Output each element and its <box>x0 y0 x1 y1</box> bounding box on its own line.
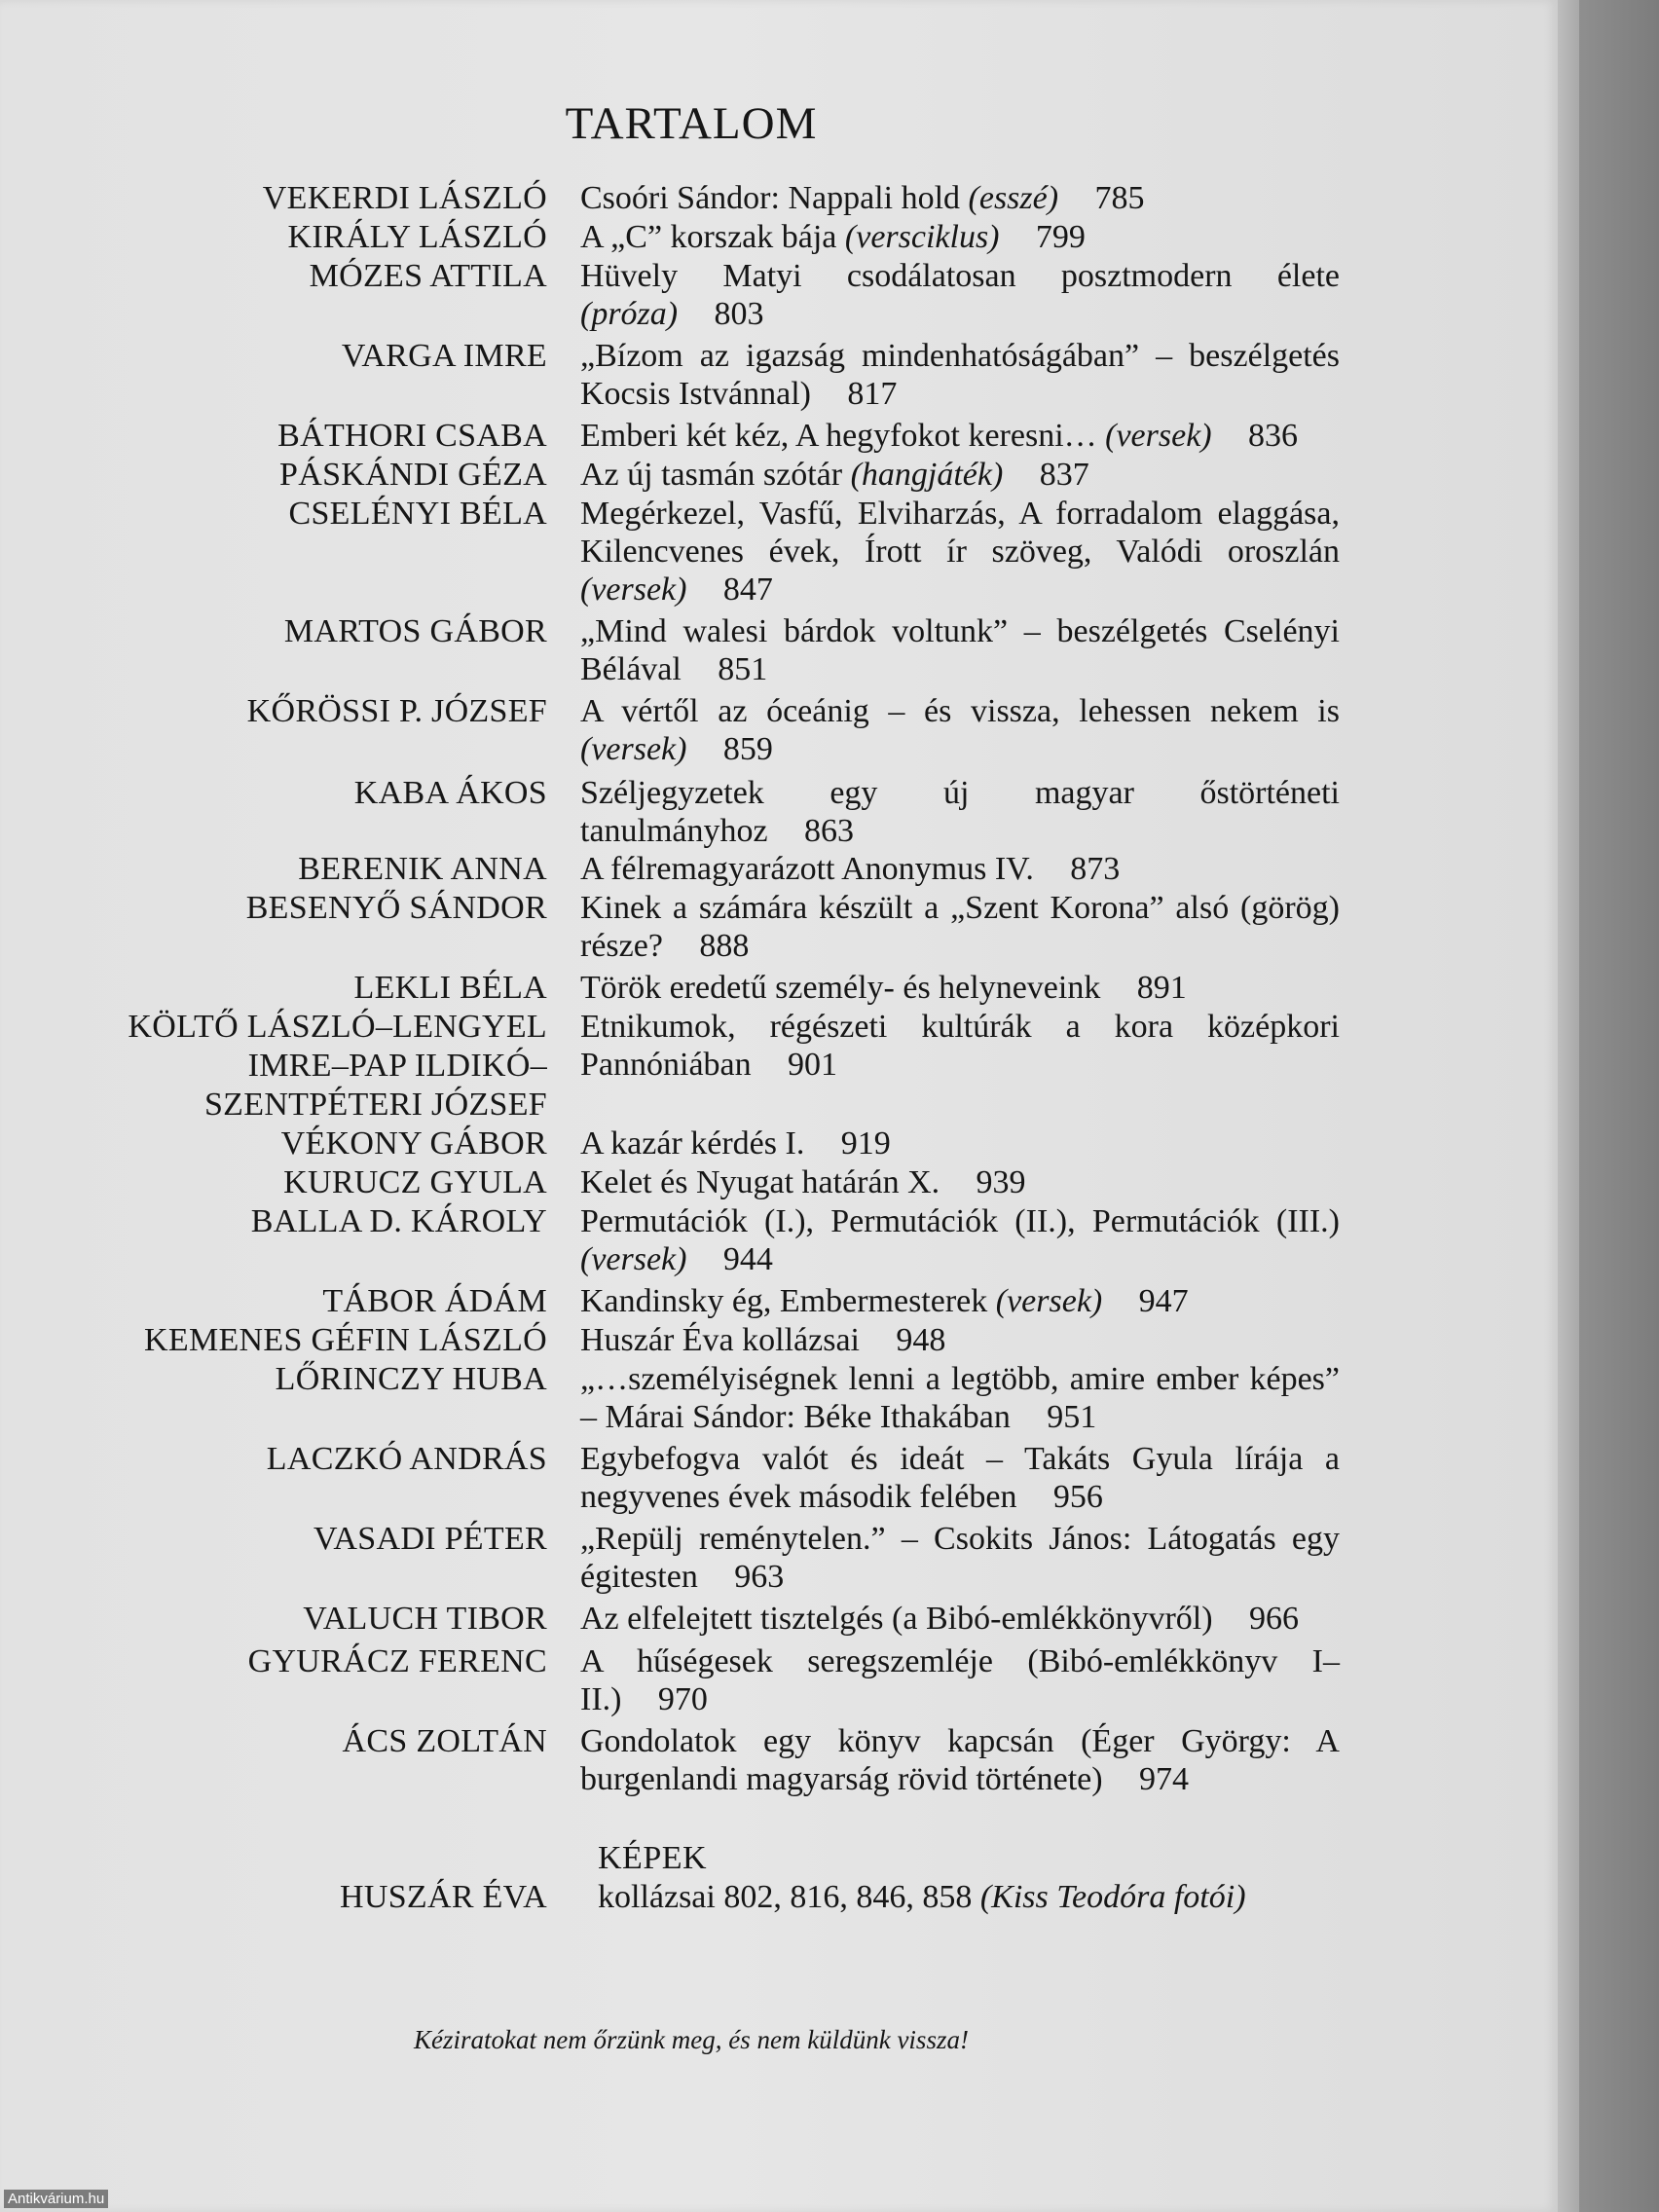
entry-title: „Mind walesi bárdok voltunk” – beszélgetés Cselényi Bélával <box>580 613 1340 687</box>
entry-work <box>580 1520 1340 1596</box>
author-name: KURUCZ GYULA <box>283 1164 547 1200</box>
images-author <box>0 1878 547 1917</box>
entry-work <box>580 1282 1340 1320</box>
entry-genre: (versek) <box>1105 418 1212 454</box>
entry-title: „Repülj reménytelen.” – Csokits János: Látogatás egy égitesten <box>580 1521 1340 1595</box>
toc-entry <box>0 1282 1558 1321</box>
toc-entry <box>0 1520 1558 1596</box>
author-name: TÁBOR ÁDÁM <box>322 1283 547 1319</box>
entry-genre: (versek) <box>995 1283 1103 1319</box>
author-name: VARGA IMRE <box>341 338 547 374</box>
entry-page: 956 <box>1052 1479 1103 1515</box>
entry-work <box>580 218 1340 256</box>
page-title: TARTALOM <box>565 98 818 149</box>
entry-title: Emberi két kéz, A hegyfokot keresni… <box>580 418 1097 454</box>
entry-authors <box>0 969 547 1008</box>
entry-genre: (versek) <box>580 1241 687 1277</box>
entry-work <box>580 1600 1340 1638</box>
entry-title: Megérkezel, Vasfű, Elviharzás, A forradalom elaggása, Kilencvenes évek, Írott ír szöveg, Valódi oroszlán <box>580 496 1340 570</box>
entry-page: 919 <box>840 1125 891 1161</box>
author-name: KŐRÖSSI P. JÓZSEF <box>246 693 547 729</box>
entry-authors <box>0 1360 547 1399</box>
toc-entry <box>0 1124 1558 1163</box>
entry-title: Kelet és Nyugat határán X. <box>580 1164 940 1200</box>
entry-work <box>580 417 1340 455</box>
entry-page: 863 <box>804 813 855 849</box>
entry-title: Etnikumok, régészeti kultúrák a kora középkori Pannóniában <box>580 1009 1340 1083</box>
entry-genre: (próza) <box>580 296 679 332</box>
author-name: BALLA D. KÁROLY <box>250 1203 547 1239</box>
entry-authors <box>0 850 547 889</box>
entry-work <box>580 1360 1340 1436</box>
toc-entry <box>0 456 1558 495</box>
entry-page: 966 <box>1248 1601 1299 1637</box>
entry-page: 859 <box>722 731 773 767</box>
toc-entry <box>0 889 1558 965</box>
entry-title: Török eredetű személy- és helyneveink <box>580 970 1101 1006</box>
entry-work <box>580 179 1340 217</box>
entry-title: „…személyiségnek lenni a legtöbb, amire ember képes” – Márai Sándor: Béke Ithakában <box>580 1361 1340 1435</box>
entry-page: 970 <box>657 1681 708 1717</box>
entry-authors <box>0 692 547 731</box>
entry-page: 944 <box>722 1241 773 1277</box>
toc-entry <box>0 1202 1558 1278</box>
toc-entry <box>0 774 1558 850</box>
toc-entry <box>0 969 1558 1008</box>
author-name: BÁTHORI CSABA <box>277 418 547 454</box>
entry-genre: (esszé) <box>968 180 1059 216</box>
entry-page: 836 <box>1248 418 1299 454</box>
entry-work <box>580 1163 1340 1201</box>
toc-entry <box>0 1321 1558 1360</box>
entry-genre: (hangjáték) <box>850 457 1004 493</box>
entry-title: Egybefogva valót és ideát – Takáts Gyula lírája a negyvenes évek második felében <box>580 1441 1340 1515</box>
author-name: SZENTPÉTERI JÓZSEF <box>203 1087 547 1123</box>
entry-authors <box>0 257 547 296</box>
toc-entry <box>0 257 1558 333</box>
entry-title: Permutációk (I.), Permutációk (II.), Permutációk (III.) <box>580 1203 1340 1239</box>
entry-work <box>580 889 1340 965</box>
entry-page: 951 <box>1047 1399 1097 1435</box>
entry-genre: (versciklus) <box>844 219 1000 255</box>
entry-genre: (versek) <box>580 571 687 608</box>
entry-work <box>580 612 1340 688</box>
entry-authors <box>0 1722 547 1761</box>
images-entry <box>0 1878 1558 1916</box>
toc-entry <box>0 218 1558 257</box>
author-name: BESENYŐ SÁNDOR <box>245 890 547 926</box>
author-name: ÁCS ZOLTÁN <box>342 1723 547 1759</box>
images-text: kollázsai 802, 816, 846, 858 <box>598 1879 973 1915</box>
entry-title: Az új tasmán szótár <box>580 457 843 493</box>
entry-title: Kinek a számára készült a „Szent Korona” alsó (görög) része? <box>580 890 1340 964</box>
author-name: MÓZES ATTILA <box>309 258 547 294</box>
entry-authors <box>0 1520 547 1559</box>
entry-title: Az elfelejtett tisztelgés (a Bibó-emlékkönyvről) <box>580 1601 1213 1637</box>
entry-authors <box>0 456 547 495</box>
entry-work <box>580 1008 1340 1084</box>
entry-work <box>580 692 1340 768</box>
entry-work <box>580 1124 1340 1162</box>
toc-entry <box>0 1008 1558 1124</box>
toc-entry <box>0 495 1558 608</box>
toc-entry <box>0 1722 1558 1798</box>
entry-page: 947 <box>1138 1283 1189 1319</box>
entry-page: 837 <box>1039 457 1089 493</box>
footer-note: Kéziratokat nem őrzünk meg, és nem küldünk vissza! <box>414 2025 969 2054</box>
images-work <box>598 1878 1357 1916</box>
entry-authors <box>0 337 547 376</box>
entry-page: 974 <box>1138 1761 1189 1797</box>
entry-authors <box>0 1124 547 1163</box>
entry-authors <box>0 495 547 534</box>
entry-authors <box>0 218 547 257</box>
entry-page: 817 <box>847 376 898 412</box>
entry-work <box>580 495 1340 608</box>
entry-work <box>580 969 1340 1007</box>
author-name: LEKLI BÉLA <box>353 970 547 1006</box>
entry-authors <box>0 1163 547 1202</box>
entry-title: Hüvely Matyi csodálatosan posztmodern élete <box>580 258 1340 294</box>
entry-work <box>580 1722 1340 1798</box>
entry-authors <box>0 612 547 651</box>
author-name: VALUCH TIBOR <box>303 1601 547 1637</box>
entry-work <box>580 774 1340 850</box>
entry-title: A hűségesek seregszemléje (Bibó-emlékkönyv I–II.) <box>580 1643 1340 1717</box>
watermark: Antikvárium.hu <box>4 2190 108 2208</box>
toc-entry <box>0 850 1558 889</box>
images-credit: (Kiss Teodóra fotói) <box>979 1879 1246 1915</box>
entry-page: 847 <box>722 571 773 608</box>
entry-authors <box>0 1008 547 1124</box>
author-name: VEKERDI LÁSZLÓ <box>262 180 547 216</box>
author-name: KÖLTŐ LÁSZLÓ–LENGYEL <box>128 1009 547 1045</box>
toc-entry <box>0 1440 1558 1516</box>
entry-authors <box>0 1440 547 1479</box>
entry-work <box>580 456 1340 494</box>
entry-page: 785 <box>1094 180 1145 216</box>
entry-authors <box>0 1600 547 1639</box>
entry-title: A vértől az óceánig – és vissza, lehessen nekem is <box>580 693 1340 729</box>
entry-page: 799 <box>1035 219 1086 255</box>
toc-entry <box>0 1163 1558 1202</box>
toc-entry <box>0 179 1558 218</box>
author-name: IMRE–PAP ILDIKÓ– <box>247 1048 547 1084</box>
entry-work <box>580 1642 1340 1718</box>
entry-page: 948 <box>896 1322 946 1358</box>
entry-page: 873 <box>1070 851 1121 887</box>
author-name: GYURÁCZ FERENC <box>247 1643 547 1679</box>
toc-entry <box>0 417 1558 456</box>
toc-entry <box>0 1642 1558 1718</box>
entry-page: 803 <box>714 296 764 332</box>
entry-work <box>580 850 1340 888</box>
entry-title: „Bízom az igazság mindenhatóságában” – beszélgetés Kocsis Istvánnal) <box>580 338 1340 412</box>
entry-work <box>580 1202 1340 1278</box>
entry-authors <box>0 889 547 928</box>
toc-entry <box>0 692 1558 768</box>
entry-work <box>580 257 1340 333</box>
entry-authors <box>0 1642 547 1681</box>
author-name: LACZKÓ ANDRÁS <box>266 1441 547 1477</box>
entry-authors <box>0 1202 547 1241</box>
author-name: LŐRINCZY HUBA <box>275 1361 547 1397</box>
toc-entry <box>0 612 1558 688</box>
entry-title: A félremagyarázott Anonymus IV. <box>580 851 1034 887</box>
entry-page: 851 <box>718 651 768 687</box>
toc-entry <box>0 1360 1558 1436</box>
entry-page: 901 <box>788 1047 838 1083</box>
entry-authors <box>0 1321 547 1360</box>
toc-entry <box>0 1600 1558 1639</box>
author-name: MARTOS GÁBOR <box>283 613 547 649</box>
entry-page: 963 <box>734 1559 785 1595</box>
entry-title: Széljegyzetek egy új magyar őstörténeti tanulmányhoz <box>580 775 1340 849</box>
background-surface <box>1579 0 1659 2212</box>
author-name: VASADI PÉTER <box>313 1521 547 1557</box>
entry-page: 888 <box>699 928 750 964</box>
entry-authors <box>0 179 547 218</box>
author-name: VÉKONY GÁBOR <box>280 1125 547 1161</box>
entry-genre: (versek) <box>580 731 687 767</box>
entry-authors <box>0 1282 547 1321</box>
author-name: KABA ÁKOS <box>353 775 547 811</box>
entry-title: A „C” korszak bája <box>580 219 837 255</box>
author-name: CSELÉNYI BÉLA <box>288 496 547 532</box>
entry-page: 891 <box>1136 970 1187 1006</box>
page-edge <box>1558 0 1579 2212</box>
author-name: KEMENES GÉFIN LÁSZLÓ <box>144 1322 547 1358</box>
author-name: BERENIK ANNA <box>298 851 547 887</box>
entry-authors <box>0 417 547 456</box>
author-name: HUSZÁR ÉVA <box>339 1879 547 1915</box>
author-name: KIRÁLY LÁSZLÓ <box>287 219 547 255</box>
entry-work <box>580 337 1340 413</box>
entry-title: Csoóri Sándor: Nappali hold <box>580 180 961 216</box>
images-heading: KÉPEK <box>598 1840 708 1876</box>
toc-entry <box>0 337 1558 413</box>
entry-work <box>580 1321 1340 1359</box>
entry-page: 939 <box>976 1164 1026 1200</box>
table-of-contents <box>0 179 1558 1916</box>
author-name: PÁSKÁNDI GÉZA <box>279 457 547 493</box>
entry-title: Huszár Éva kollázsai <box>580 1322 860 1358</box>
entry-title: A kazár kérdés I. <box>580 1125 805 1161</box>
entry-work <box>580 1440 1340 1516</box>
entry-authors <box>0 774 547 813</box>
entry-title: Gondolatok egy könyv kapcsán (Éger György: A burgenlandi magyarság rövid története) <box>580 1723 1340 1797</box>
entry-title: Kandinsky ég, Embermesterek <box>580 1283 988 1319</box>
